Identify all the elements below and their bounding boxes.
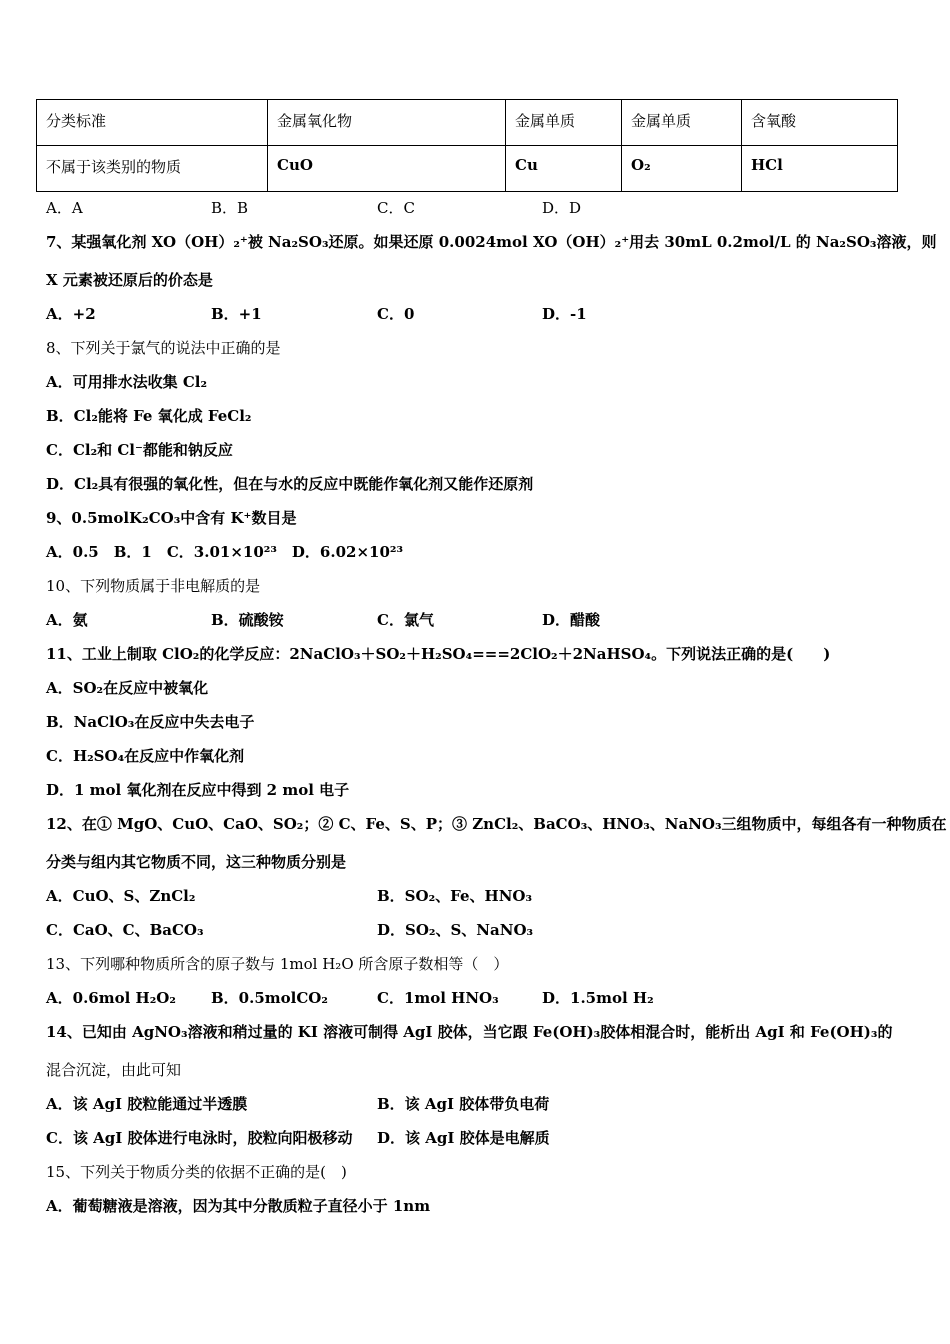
q6-options bbox=[46, 198, 906, 218]
q11-option-a: A．SO₂在反应中被氧化 bbox=[46, 679, 209, 697]
option-b: B．硫酸铵 bbox=[211, 611, 284, 629]
option-c: C．CaO、C、BaCO₃ bbox=[46, 921, 204, 939]
q9-options: A．0.5 B．1 C．3.01×10²³ D．6.02×10²³ bbox=[46, 543, 404, 561]
option-c: C．该 AgI 胶体进行电泳时，胶粒向阳极移动 bbox=[46, 1129, 353, 1147]
q12-options-row1 bbox=[46, 886, 906, 906]
option-d: D．D bbox=[542, 199, 582, 217]
q11-option-d: D．1 mol 氧化剂在反应中得到 2 mol 电子 bbox=[46, 781, 350, 799]
table-row bbox=[37, 146, 898, 192]
q14-options-row2 bbox=[46, 1128, 906, 1148]
option-a: A．+2 bbox=[46, 305, 96, 323]
option-a: A．该 AgI 胶粒能通过半透膜 bbox=[46, 1095, 248, 1113]
option-d: D．该 AgI 胶体是电解质 bbox=[377, 1129, 550, 1147]
classification-table bbox=[36, 99, 898, 192]
option-c: C．氯气 bbox=[377, 611, 434, 629]
q15-stem: 15、下列关于物质分类的依据不正确的是( ) bbox=[46, 1163, 347, 1181]
option-a: A．氨 bbox=[46, 611, 88, 629]
q9-stem: 9、0.5molK₂CO₃中含有 K⁺数目是 bbox=[46, 509, 297, 527]
q11-stem: 11、工业上制取 ClO₂的化学反应：2NaClO₃＋SO₂＋H₂SO₄===2ClO₂＋2NaHSO₄。下列说法正确的是( ) bbox=[46, 645, 831, 663]
q7-options bbox=[46, 304, 906, 324]
q7-stem-line1: 7、某强氧化剂 XO（OH）₂⁺被 Na₂SO₃还原。如果还原 0.0024mol XO（OH）₂⁺用去 30mL 0.2mol/L 的 Na₂SO₃溶液，则 bbox=[46, 233, 937, 251]
option-b: B．B bbox=[211, 199, 249, 217]
table-cell: HCl bbox=[742, 146, 898, 192]
option-a: A．A bbox=[46, 199, 83, 217]
table-cell: 含氧酸 bbox=[742, 100, 898, 146]
table-cell: CuO bbox=[268, 146, 506, 192]
table-cell: 金属氧化物 bbox=[268, 100, 506, 146]
q13-options bbox=[46, 988, 906, 1008]
q14-stem-line2: 混合沉淀，由此可知 bbox=[46, 1061, 182, 1079]
option-b: B．0.5molCO₂ bbox=[211, 989, 328, 1007]
table-cell: O₂ bbox=[622, 146, 742, 192]
q11-option-c: C．H₂SO₄在反应中作氧化剂 bbox=[46, 747, 245, 765]
q8-option-d: D．Cl₂具有很强的氧化性，但在与水的反应中既能作氧化剂又能作还原剂 bbox=[46, 475, 534, 493]
option-a: A．CuO、S、ZnCl₂ bbox=[46, 887, 196, 905]
option-b: B．SO₂、Fe、HNO₃ bbox=[377, 887, 533, 905]
table-cell: 分类标准 bbox=[37, 100, 268, 146]
option-a: A．0.6mol H₂O₂ bbox=[46, 989, 176, 1007]
option-b: B．该 AgI 胶体带负电荷 bbox=[377, 1095, 550, 1113]
q11-option-b: B．NaClO₃在反应中失去电子 bbox=[46, 713, 255, 731]
q8-stem: 8、下列关于氯气的说法中正确的是 bbox=[46, 339, 281, 357]
q8-option-c: C．Cl₂和 Cl⁻都能和钠反应 bbox=[46, 441, 233, 459]
table-cell: Cu bbox=[506, 146, 622, 192]
option-d: D．醋酸 bbox=[542, 611, 601, 629]
option-c: C．C bbox=[377, 199, 415, 217]
q15-option-a: A．葡萄糖液是溶液，因为其中分散质粒子直径小于 1nm bbox=[46, 1197, 431, 1215]
q10-stem: 10、下列物质属于非电解质的是 bbox=[46, 577, 261, 595]
q12-options-row2 bbox=[46, 920, 906, 940]
table-cell: 不属于该类别的物质 bbox=[37, 146, 268, 192]
q12-stem-line1: 12、在① MgO、CuO、CaO、SO₂；② C、Fe、S、P；③ ZnCl₂、BaCO₃、HNO₃、NaNO₃三组物质中，每组各有一种物质在 bbox=[46, 815, 947, 833]
q8-option-a: A．可用排水法收集 Cl₂ bbox=[46, 373, 208, 391]
q14-options-row1 bbox=[46, 1094, 906, 1114]
table-header-row bbox=[37, 100, 898, 146]
option-c: C．0 bbox=[377, 305, 415, 323]
option-b: B．+1 bbox=[211, 305, 262, 323]
q13-stem: 13、下列哪种物质所含的原子数与 1mol H₂O 所含原子数相等（ ） bbox=[46, 955, 509, 973]
q14-stem-line1: 14、已知由 AgNO₃溶液和稍过量的 KI 溶液可制得 AgI 胶体，当它跟 Fe(OH)₃胶体相混合时，能析出 AgI 和 Fe(OH)₃的 bbox=[46, 1023, 893, 1041]
option-d: D．SO₂、S、NaNO₃ bbox=[377, 921, 534, 939]
option-d: D．1.5mol H₂ bbox=[542, 989, 654, 1007]
option-d: D．-1 bbox=[542, 305, 587, 323]
table-cell: 金属单质 bbox=[622, 100, 742, 146]
q10-options bbox=[46, 610, 906, 630]
q7-stem-line2: X 元素被还原后的价态是 bbox=[46, 271, 213, 289]
option-c: C．1mol HNO₃ bbox=[377, 989, 499, 1007]
table-cell: 金属单质 bbox=[506, 100, 622, 146]
q12-stem-line2: 分类与组内其它物质不同，这三种物质分别是 bbox=[46, 853, 347, 871]
q8-option-b: B．Cl₂能将 Fe 氧化成 FeCl₂ bbox=[46, 407, 252, 425]
